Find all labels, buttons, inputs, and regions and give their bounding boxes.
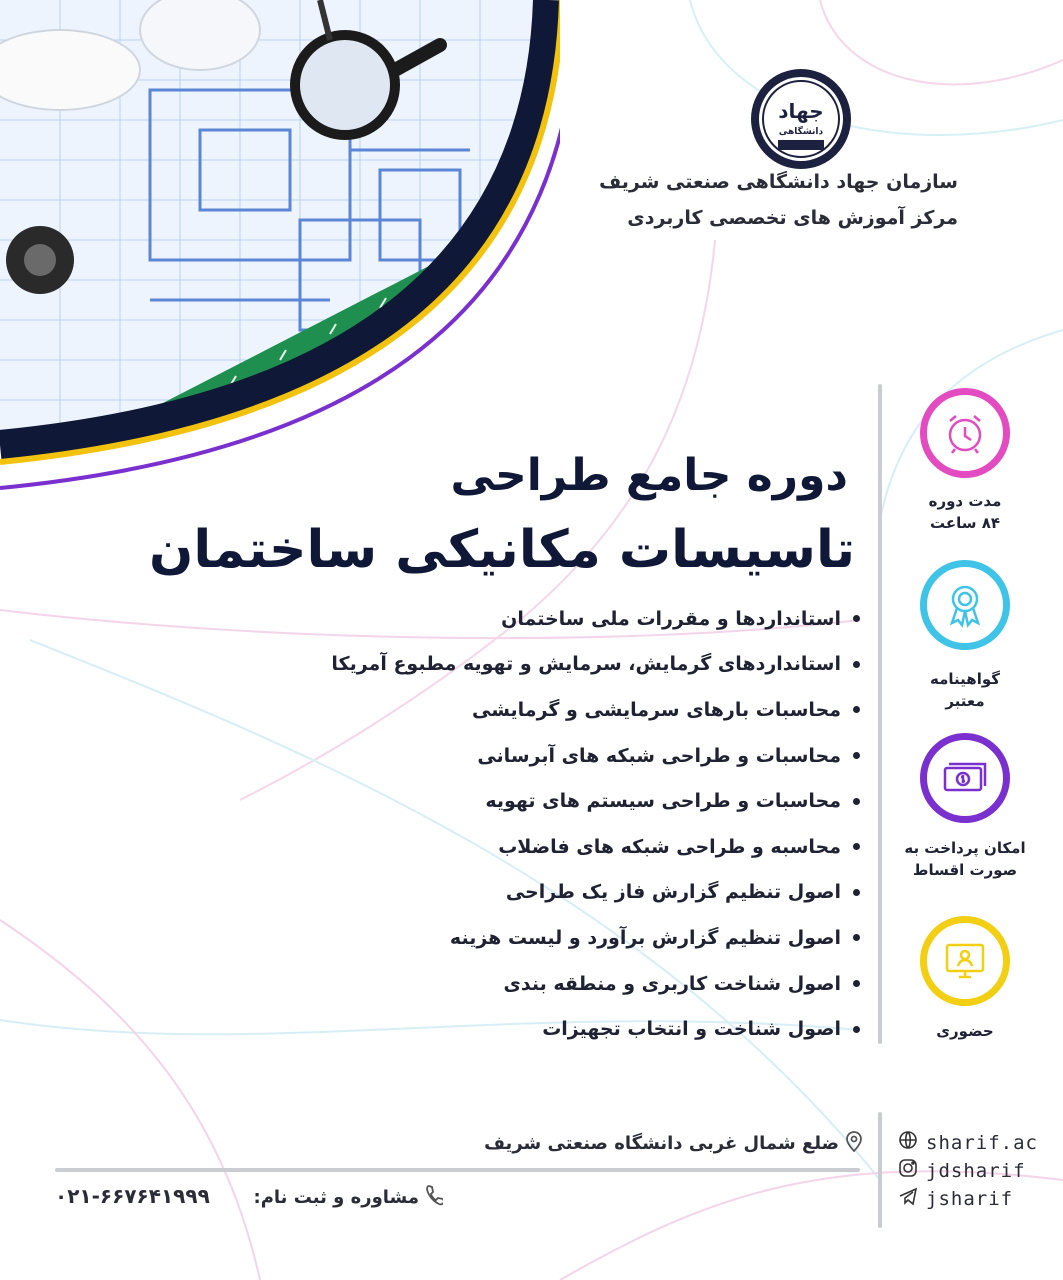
- alarm-clock-icon: [920, 388, 1010, 478]
- feature-label: مدت دوره: [928, 492, 1002, 510]
- org-name: سازمان جهاد دانشگاهی صنعتی شریف: [599, 171, 958, 193]
- website-link[interactable]: sharif.ac: [898, 1130, 1038, 1155]
- location-pin-icon: [845, 1130, 863, 1157]
- list-item: محاسبات و طراحی شبکه های آبرسانی: [260, 733, 860, 779]
- course-topics-list: [260, 596, 860, 1052]
- feature-label: گواهینامه: [930, 670, 1000, 688]
- feature-label: حضوری: [936, 1022, 994, 1040]
- instagram-link[interactable]: jdsharif: [898, 1158, 1038, 1183]
- bullet-icon: [853, 934, 860, 941]
- course-title-line1: دوره جامع طراحی: [450, 450, 848, 501]
- list-item: اصول تنظیم گزارش فاز یک طراحی: [260, 870, 860, 916]
- telegram-icon: [898, 1186, 918, 1211]
- contact-divider: [55, 1168, 860, 1172]
- bullet-icon: [853, 1026, 860, 1033]
- phone-number[interactable]: ۰۲۱-۶۶۷۶۴۱۹۹۹: [55, 1184, 210, 1208]
- feature-installments: [890, 733, 1040, 881]
- org-subtitle: مرکز آموزش های تخصصی کاربردی: [627, 207, 958, 229]
- blueprint-image: [0, 0, 560, 520]
- address: [484, 1130, 863, 1157]
- certificate-ribbon-icon: [920, 560, 1010, 650]
- jahad-daneshgahi-logo: [748, 66, 854, 172]
- instagram-icon: [898, 1158, 918, 1183]
- bullet-icon: [853, 980, 860, 987]
- social-divider: [878, 1112, 882, 1228]
- bullet-icon: [853, 889, 860, 896]
- feature-label: امکان پرداخت به: [904, 839, 1026, 857]
- features-divider: [878, 384, 882, 1044]
- svg-text:دانشگاهی: دانشگاهی: [778, 127, 824, 137]
- bullet-icon: [853, 661, 860, 668]
- list-item: محاسبه و طراحی شبکه های فاضلاب: [260, 824, 860, 870]
- feature-in-person: [890, 916, 1040, 1042]
- bullet-icon: [853, 615, 860, 622]
- list-item: استانداردها و مقررات ملی ساختمان: [260, 596, 860, 642]
- bullet-icon: [853, 843, 860, 850]
- telegram-link[interactable]: jsharif: [898, 1186, 1038, 1211]
- organization-header: [478, 164, 958, 236]
- money-bills-icon: [920, 733, 1010, 823]
- feature-value: معتبر: [945, 692, 985, 710]
- list-item: اصول شناخت کاربری و منطقه بندی: [260, 961, 860, 1007]
- feature-duration: [890, 388, 1040, 534]
- bullet-icon: [853, 706, 860, 713]
- bullet-icon: [853, 798, 860, 805]
- bullet-icon: [853, 752, 860, 759]
- feature-value: ۸۴ ساعت: [929, 514, 1001, 532]
- list-item: استانداردهای گرمایش، سرمایش و تهویه مطبوع آمریکا: [260, 642, 860, 688]
- svg-text:جهاد: جهاد: [778, 99, 824, 123]
- consultation-label: مشاوره و ثبت نام:: [254, 1184, 443, 1211]
- globe-icon: [898, 1130, 918, 1155]
- monitor-person-icon: [920, 916, 1010, 1006]
- course-title-line2: تاسیسات مکانیکی ساختمان: [148, 520, 855, 580]
- feature-value: صورت اقساط: [912, 861, 1018, 879]
- address-text: ضلع شمال غربی دانشگاه صنعتی شریف: [484, 1133, 839, 1154]
- list-item: اصول تنظیم گزارش برآورد و لیست هزینه: [260, 915, 860, 961]
- list-item: محاسبات و طراحی سیستم های تهویه: [260, 778, 860, 824]
- list-item: محاسبات بارهای سرمایشی و گرمایشی: [260, 687, 860, 733]
- list-item: اصول شناخت و انتخاب تجهیزات: [260, 1006, 860, 1052]
- feature-certificate: [890, 560, 1040, 712]
- phone-icon: [425, 1184, 443, 1211]
